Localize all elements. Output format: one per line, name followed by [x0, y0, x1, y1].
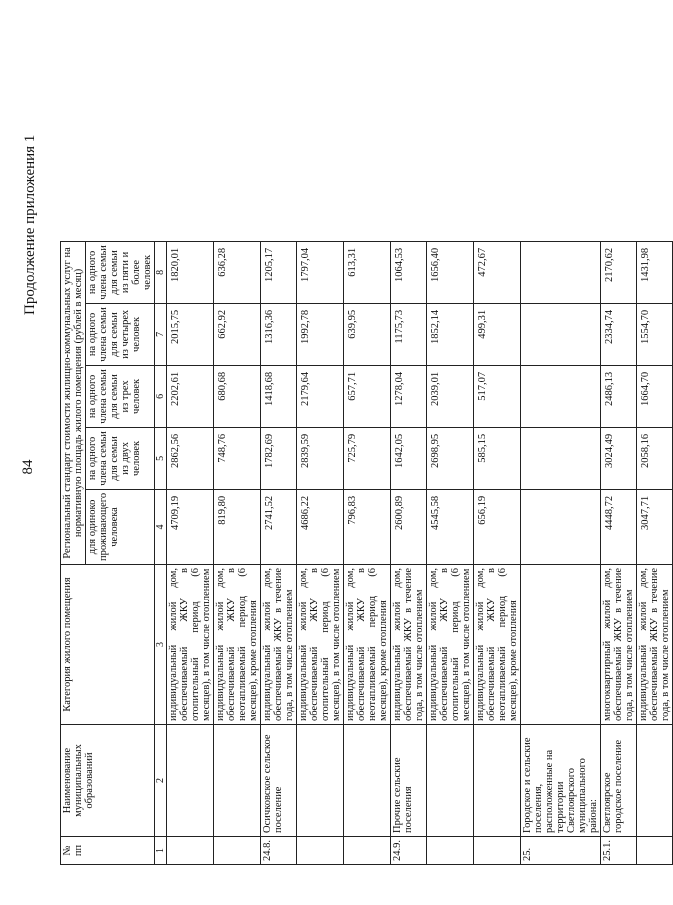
- row-number: [167, 837, 214, 865]
- table-row: [391, 241, 427, 864]
- row-number: [214, 837, 261, 865]
- row-municipality: [344, 725, 391, 837]
- row-municipality: [297, 725, 344, 837]
- row-value: 499,31: [474, 303, 521, 365]
- index-7: 7: [155, 303, 167, 365]
- row-value: [521, 365, 601, 427]
- row-value: 4709,19: [167, 489, 214, 564]
- supplement-title: Продолжение приложения 1: [22, 134, 38, 315]
- row-number: 25.: [521, 837, 601, 865]
- row-value: 639,95: [344, 303, 391, 365]
- row-value: 2862,56: [167, 427, 214, 489]
- row-value: 4686,22: [297, 489, 344, 564]
- row-category: индивидуальный жилой дом, обеспечиваемый ЖКУ в течение года, в том числе отоплением: [261, 565, 297, 725]
- row-municipality: Прочие сельские поселения: [391, 725, 427, 837]
- row-value: [521, 303, 601, 365]
- row-value: 662,92: [214, 303, 261, 365]
- index-1: 1: [155, 837, 167, 865]
- table-row: [261, 241, 297, 864]
- row-value: 1664,70: [637, 365, 673, 427]
- header-standard: Региональный стандарт стоимости жилищно-коммунальных услуг на нормативную площадь жилого помещения (рублей в месяц): [61, 241, 86, 564]
- row-value: 2839,59: [297, 427, 344, 489]
- row-value: 1064,53: [391, 241, 427, 303]
- row-number: [427, 837, 474, 865]
- row-value: 636,28: [214, 241, 261, 303]
- table-row: [521, 241, 601, 864]
- table-row: [474, 241, 521, 864]
- index-8: 8: [155, 241, 167, 303]
- header-sub-3: на одного члена семьи для семьи из трех человек: [86, 365, 155, 427]
- row-value: 2698,95: [427, 427, 474, 489]
- row-category: индивидуальный жилой дом, обеспечиваемый ЖКУ в отопительный период (6 месяцев), в том числе отоплением: [297, 565, 344, 725]
- row-value: 2741,52: [261, 489, 297, 564]
- index-2: 2: [155, 725, 167, 837]
- row-municipality: Светлоярское городское поселение: [601, 725, 637, 837]
- row-municipality: [427, 725, 474, 837]
- table-body: [167, 241, 673, 864]
- row-value: 2486,13: [601, 365, 637, 427]
- header-sub-2: на одного члена семьи для семьи из двух человек: [86, 427, 155, 489]
- row-number: [297, 837, 344, 865]
- row-value: 2170,62: [601, 241, 637, 303]
- row-category: индивидуальный жилой дом, обеспечиваемый ЖКУ в течение года, в том числе отоплением: [637, 565, 673, 725]
- row-municipality: [637, 725, 673, 837]
- row-number: 24.9.: [391, 837, 427, 865]
- table-row: [214, 241, 261, 864]
- row-value: 1656,40: [427, 241, 474, 303]
- row-category: индивидуальный жилой дом, обеспечиваемый ЖКУ в течение года, в том числе отоплением: [391, 565, 427, 725]
- row-value: 1316,36: [261, 303, 297, 365]
- row-number: [637, 837, 673, 865]
- row-category: многоквартирный жилой дом, обеспечиваемый ЖКУ в течение года, в том числе отоплением: [601, 565, 637, 725]
- row-value: 2015,75: [167, 303, 214, 365]
- row-value: 748,76: [214, 427, 261, 489]
- row-category: индивидуальный жилой дом, обеспечиваемый ЖКУ в отопительный период (6 месяцев), в том числе отоплением: [427, 565, 474, 725]
- header-sub-1: для одиноко проживающего человека: [86, 489, 155, 564]
- header-sub-5: на одного члена семьи для семьи из пяти и более человек: [86, 241, 155, 303]
- row-value: 2179,64: [297, 365, 344, 427]
- row-value: 2039,01: [427, 365, 474, 427]
- row-number: [474, 837, 521, 865]
- table-header: [61, 241, 167, 864]
- row-value: 4448,72: [601, 489, 637, 564]
- row-category: индивидуальный жилой дом, обеспечиваемый ЖКУ в неотапливаемый период (6 месяцев), кроме отопления: [344, 565, 391, 725]
- row-value: 657,71: [344, 365, 391, 427]
- row-value: 1782,69: [261, 427, 297, 489]
- row-value: 1554,70: [637, 303, 673, 365]
- row-category: [521, 565, 601, 725]
- header-category: Категория жилого помещения: [61, 565, 155, 725]
- row-value: 3024,49: [601, 427, 637, 489]
- row-number: 24.8.: [261, 837, 297, 865]
- row-value: 1820,01: [167, 241, 214, 303]
- row-category: индивидуальный жилой дом, обеспечиваемый ЖКУ в неотапливаемый период (6 месяцев), кроме отопления: [214, 565, 261, 725]
- row-category: индивидуальный жилой дом, обеспечиваемый ЖКУ в отопительный период (6 месяцев), в том числе отоплением: [167, 565, 214, 725]
- row-value: [521, 427, 601, 489]
- row-value: 1797,04: [297, 241, 344, 303]
- row-value: 1992,78: [297, 303, 344, 365]
- standards-table: [60, 241, 673, 865]
- index-4: 4: [155, 489, 167, 564]
- row-value: 4545,58: [427, 489, 474, 564]
- row-value: 1205,17: [261, 241, 297, 303]
- row-value: 796,83: [344, 489, 391, 564]
- row-value: 656,19: [474, 489, 521, 564]
- header-sub-4: на одного члена семьи для семьи из четырех человек: [86, 303, 155, 365]
- row-value: 2600,89: [391, 489, 427, 564]
- row-value: 2058,16: [637, 427, 673, 489]
- row-value: 1852,14: [427, 303, 474, 365]
- header-no: № пп: [61, 837, 155, 865]
- row-value: 613,31: [344, 241, 391, 303]
- row-municipality: [474, 725, 521, 837]
- row-value: 1175,73: [391, 303, 427, 365]
- row-category: индивидуальный жилой дом, обеспечиваемый ЖКУ в неотапливаемый период (6 месяцев), кроме отопления: [474, 565, 521, 725]
- row-value: 585,15: [474, 427, 521, 489]
- row-municipality: [214, 725, 261, 837]
- table-row: [601, 241, 637, 864]
- row-value: 1418,68: [261, 365, 297, 427]
- row-value: 680,68: [214, 365, 261, 427]
- row-value: 1642,05: [391, 427, 427, 489]
- row-value: [521, 489, 601, 564]
- row-number: [344, 837, 391, 865]
- table-row: [167, 241, 214, 864]
- row-value: 1278,04: [391, 365, 427, 427]
- row-municipality: Осичковское сельское поселение: [261, 725, 297, 837]
- row-value: 3047,71: [637, 489, 673, 564]
- row-value: 2334,74: [601, 303, 637, 365]
- row-value: [521, 241, 601, 303]
- index-6: 6: [155, 365, 167, 427]
- row-value: 819,80: [214, 489, 261, 564]
- page-number: 84: [20, 459, 36, 475]
- row-value: 1431,98: [637, 241, 673, 303]
- table-row: [427, 241, 474, 864]
- row-value: 725,79: [344, 427, 391, 489]
- table-row: [344, 241, 391, 864]
- row-number: 25.1.: [601, 837, 637, 865]
- index-5: 5: [155, 427, 167, 489]
- table-row: [297, 241, 344, 864]
- index-3: 3: [155, 565, 167, 725]
- row-municipality: Городское и сельские поселения, расположенные на территории Светлоярского муниципального района:: [521, 725, 601, 837]
- row-value: 517,07: [474, 365, 521, 427]
- row-value: 472,67: [474, 241, 521, 303]
- row-value: 2202,61: [167, 365, 214, 427]
- row-municipality: [167, 725, 214, 837]
- table-row: [637, 241, 673, 864]
- header-name: Наименование муниципальных образований: [61, 725, 155, 837]
